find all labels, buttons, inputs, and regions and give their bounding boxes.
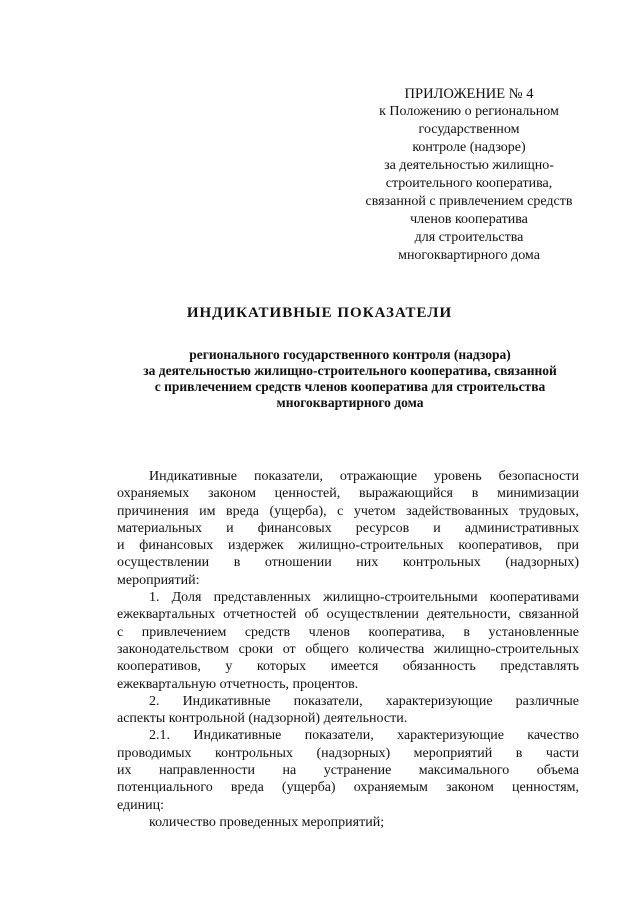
paragraph-line: с привлечением средств членов кооператива, в установленные [117, 624, 579, 640]
appendix-title: ПРИЛОЖЕНИЕ № 4 [404, 86, 534, 102]
paragraph-line: 2. Индикативные показатели, характеризующие различные [149, 693, 579, 709]
paragraph-line: аспекты контрольной (надзорной) деятельности. [117, 711, 408, 727]
subtitle-line: за деятельностью жилищно-строительного кооператива, связанной [143, 363, 557, 378]
paragraph-line: потенциального вреда (ущерба) охраняемым законом ценностям, [117, 780, 579, 796]
paragraph-line: их направленности на устранение максимального объема [117, 763, 579, 779]
appendix-line: к Положению о региональном [379, 104, 559, 119]
paragraph-line: мероприятий: [117, 572, 200, 588]
paragraph-line: и финансовых издержек жилищно-строительных кооперативов, при [117, 538, 579, 554]
appendix-line: государственном [418, 122, 520, 137]
appendix-line: за деятельностью жилищно- [384, 158, 554, 173]
subtitle-line: многоквартирного дома [276, 395, 424, 410]
item-2-1-a-paragraph [117, 814, 579, 831]
paragraph-line: причинения им вреда (ущерба), с учетом задействованных трудовых, [117, 503, 579, 519]
subtitle-line: с привлечением средств членов кооператива для строительства [154, 379, 546, 394]
paragraph-line: охраняемых законом ценностей, выражающийся в минимизации [117, 486, 579, 502]
paragraph-line: 2.1. Индикативные показатели, характеризующие качество [149, 728, 579, 744]
paragraph-line: законодательством сроки от общего количества жилищно-строительных [117, 641, 579, 657]
paragraph-line: кооперативов, у которых имеется обязанность представлять [117, 659, 579, 675]
appendix-line: строительного кооператива, [385, 176, 553, 191]
paragraph-line: единиц: [117, 797, 165, 813]
document-subtitle [90, 347, 610, 411]
appendix-line: членов кооператива [410, 212, 528, 227]
paragraph-line: материальных и финансовых ресурсов и административных [117, 520, 579, 536]
intro-paragraph [117, 468, 579, 589]
item-2-1-paragraph [117, 727, 579, 813]
appendix-line: контроле (надзоре) [412, 140, 526, 155]
appendix-header [345, 85, 593, 265]
paragraph-line: проводимых контрольных (надзорных) мероприятий в части [117, 745, 579, 761]
paragraph-line: Индикативные показатели, отражающие уровень безопасности [149, 469, 579, 484]
document-title: ИНДИКАТИВНЫЕ ПОКАЗАТЕЛИ [186, 305, 453, 321]
appendix-line: связанной с привлечением средств [365, 194, 573, 209]
paragraph-line: ежеквартальных отчетностей об осуществлении деятельности, связанной [117, 607, 579, 623]
document-body [117, 468, 579, 831]
appendix-line: для строительства [414, 230, 524, 245]
paragraph-line: 1. Доля представленных жилищно-строительными кооперативами [149, 590, 579, 606]
subtitle-line: регионального государственного контроля (надзора) [189, 347, 511, 362]
paragraph-line: ежеквартальную отчетность, процентов. [117, 676, 359, 692]
appendix-line: многоквартирного дома [398, 248, 540, 263]
item-1-paragraph [117, 589, 579, 693]
paragraph-line: количество проведенных мероприятий; [149, 814, 385, 830]
item-2-paragraph [117, 693, 579, 728]
paragraph-line: осуществлении в отношении них контрольных (надзорных) [117, 555, 579, 571]
